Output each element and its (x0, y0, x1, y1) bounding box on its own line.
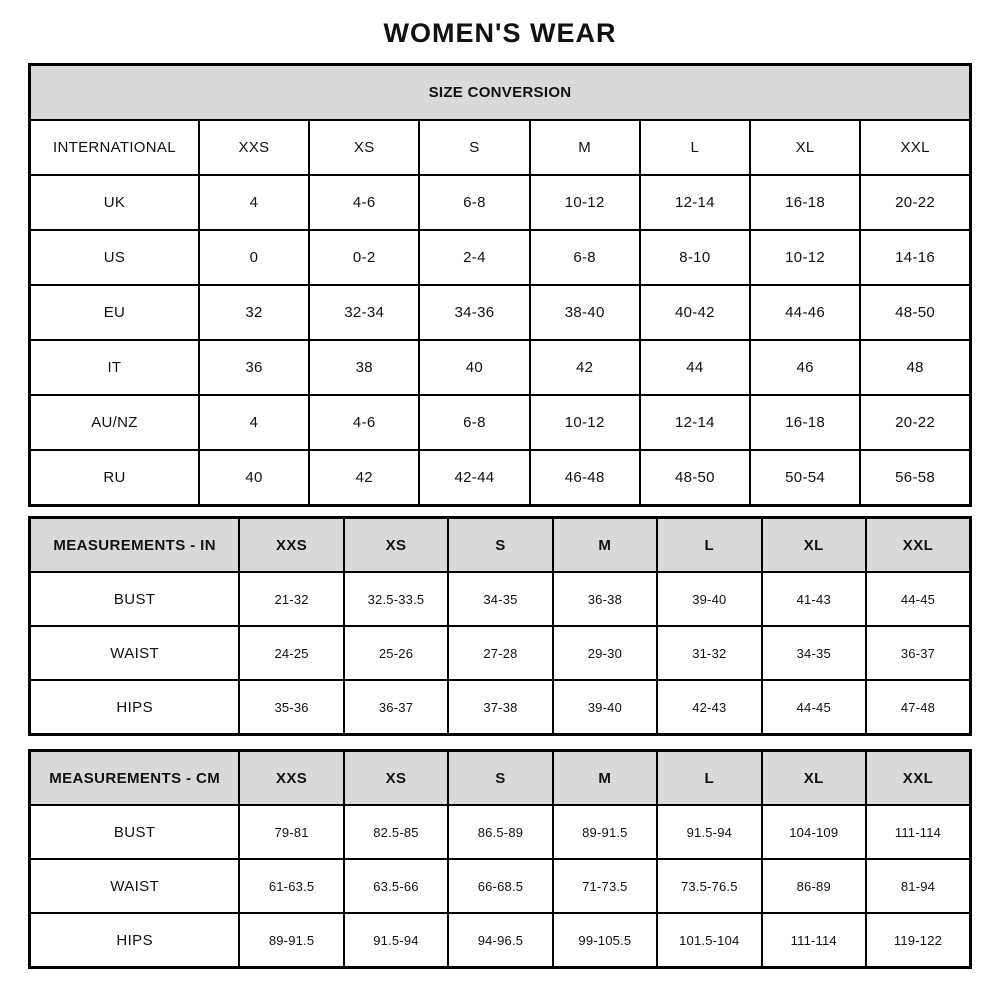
column-header: XS (344, 518, 448, 573)
table-cell: 2-4 (419, 230, 529, 285)
column-header: XXS (239, 751, 343, 806)
page-title: WOMEN'S WEAR (383, 18, 617, 48)
table-cell: 29-30 (553, 626, 657, 680)
row-label: EU (30, 285, 199, 340)
table-cell: 36-38 (553, 572, 657, 626)
table-label-header: MEASUREMENTS - IN (30, 518, 240, 573)
table-cell: 36 (199, 340, 309, 395)
table-cell: 16-18 (750, 175, 860, 230)
table-cell: 81-94 (866, 859, 971, 913)
table-cell: 36-37 (866, 626, 971, 680)
table-cell: 16-18 (750, 395, 860, 450)
table-cell: 42 (530, 340, 640, 395)
row-label: AU/NZ (30, 395, 199, 450)
row-label: BUST (30, 572, 240, 626)
table-cell: 44-46 (750, 285, 860, 340)
row-label: HIPS (30, 913, 240, 968)
table-row (30, 805, 971, 859)
table-cell: 38-40 (530, 285, 640, 340)
table-cell: 10-12 (530, 395, 640, 450)
table-cell: 86.5-89 (448, 805, 552, 859)
column-header: XXL (860, 120, 970, 175)
table-cell: 31-32 (657, 626, 761, 680)
table-row (30, 572, 971, 626)
column-header: XXS (199, 120, 309, 175)
table-cell: 119-122 (866, 913, 971, 968)
table-cell: 89-91.5 (553, 805, 657, 859)
column-header: XL (762, 751, 866, 806)
table-cell: 27-28 (448, 626, 552, 680)
table-cell: 82.5-85 (344, 805, 448, 859)
column-header: S (448, 751, 552, 806)
table-cell: 25-26 (344, 626, 448, 680)
row-label: HIPS (30, 680, 240, 735)
row-label: RU (30, 450, 199, 506)
table-header-row (30, 120, 971, 175)
table-cell: 10-12 (530, 175, 640, 230)
column-header: L (640, 120, 750, 175)
table-row (30, 913, 971, 968)
table-cell: 21-32 (239, 572, 343, 626)
column-header: M (530, 120, 640, 175)
table-cell: 46-48 (530, 450, 640, 506)
column-header: XL (750, 120, 860, 175)
table-cell: 37-38 (448, 680, 552, 735)
table-cell: 94-96.5 (448, 913, 552, 968)
table-cell: 104-109 (762, 805, 866, 859)
table-cell: 91.5-94 (657, 805, 761, 859)
table-cell: 6-8 (419, 395, 529, 450)
table-cell: 6-8 (530, 230, 640, 285)
table-cell: 46 (750, 340, 860, 395)
table-row (30, 450, 971, 506)
table-cell: 4 (199, 175, 309, 230)
table-cell: 111-114 (762, 913, 866, 968)
table-cell: 44-45 (866, 572, 971, 626)
table-cell: 99-105.5 (553, 913, 657, 968)
table-label-header: MEASUREMENTS - CM (30, 751, 240, 806)
table-header-row (30, 751, 971, 806)
size-conversion-table (28, 63, 972, 507)
table-cell: 38 (309, 340, 419, 395)
table-row (30, 340, 971, 395)
row-label: WAIST (30, 859, 240, 913)
table-cell: 111-114 (866, 805, 971, 859)
table-cell: 50-54 (750, 450, 860, 506)
table-cell: 66-68.5 (448, 859, 552, 913)
table-cell: 0-2 (309, 230, 419, 285)
table-cell: 0 (199, 230, 309, 285)
table-cell: 34-35 (448, 572, 552, 626)
table-cell: 48 (860, 340, 970, 395)
table-cell: 24-25 (239, 626, 343, 680)
column-header: XS (344, 751, 448, 806)
table-row (30, 680, 971, 735)
column-header: XXS (239, 518, 343, 573)
table-row (30, 230, 971, 285)
table-cell: 34-35 (762, 626, 866, 680)
table-cell: 42-43 (657, 680, 761, 735)
column-header: S (419, 120, 529, 175)
table-cell: 73.5-76.5 (657, 859, 761, 913)
table-cell: 56-58 (860, 450, 970, 506)
table-row (30, 175, 971, 230)
table-cell: 4-6 (309, 395, 419, 450)
column-header: XL (762, 518, 866, 573)
table-row (30, 626, 971, 680)
table-cell: 79-81 (239, 805, 343, 859)
table-cell: 35-36 (239, 680, 343, 735)
table-cell: 89-91.5 (239, 913, 343, 968)
table-cell: 36-37 (344, 680, 448, 735)
table-row (30, 285, 971, 340)
table-cell: 44-45 (762, 680, 866, 735)
table-cell: 71-73.5 (553, 859, 657, 913)
table-cell: 6-8 (419, 175, 529, 230)
table-cell: 10-12 (750, 230, 860, 285)
table-cell: 91.5-94 (344, 913, 448, 968)
table-banner-row (30, 65, 971, 121)
table-row (30, 395, 971, 450)
table-cell: 8-10 (640, 230, 750, 285)
table-cell: 101.5-104 (657, 913, 761, 968)
table-cell: 39-40 (657, 572, 761, 626)
table-cell: 12-14 (640, 175, 750, 230)
column-header: S (448, 518, 552, 573)
column-header: L (657, 751, 761, 806)
table-cell: 4 (199, 395, 309, 450)
table-cell: 48-50 (640, 450, 750, 506)
column-header: M (553, 518, 657, 573)
table-cell: 40 (419, 340, 529, 395)
measurements-cm-table (28, 749, 972, 969)
table-cell: 32 (199, 285, 309, 340)
table-row (30, 859, 971, 913)
table-label-header: INTERNATIONAL (30, 120, 199, 175)
table-cell: 61-63.5 (239, 859, 343, 913)
column-header: XS (309, 120, 419, 175)
table-cell: 12-14 (640, 395, 750, 450)
column-header: XXL (866, 751, 971, 806)
measurements-in-table (28, 516, 972, 736)
table-cell: 4-6 (309, 175, 419, 230)
row-label: WAIST (30, 626, 240, 680)
row-label: US (30, 230, 199, 285)
table-cell: 34-36 (419, 285, 529, 340)
table-cell: 40-42 (640, 285, 750, 340)
table-header-row (30, 518, 971, 573)
table-cell: 32-34 (309, 285, 419, 340)
table-cell: 20-22 (860, 175, 970, 230)
table-cell: 20-22 (860, 395, 970, 450)
table-cell: 14-16 (860, 230, 970, 285)
table-cell: 39-40 (553, 680, 657, 735)
table-cell: 42 (309, 450, 419, 506)
table-cell: 44 (640, 340, 750, 395)
row-label: BUST (30, 805, 240, 859)
column-header: M (553, 751, 657, 806)
column-header: XXL (866, 518, 971, 573)
table-cell: 47-48 (866, 680, 971, 735)
row-label: UK (30, 175, 199, 230)
column-header: L (657, 518, 761, 573)
row-label: IT (30, 340, 199, 395)
table-cell: 42-44 (419, 450, 529, 506)
table-cell: 48-50 (860, 285, 970, 340)
table-cell: 41-43 (762, 572, 866, 626)
table-cell: 86-89 (762, 859, 866, 913)
table-cell: 40 (199, 450, 309, 506)
table-cell: 63.5-66 (344, 859, 448, 913)
table-cell: 32.5-33.5 (344, 572, 448, 626)
table-banner: SIZE CONVERSION (30, 65, 971, 121)
